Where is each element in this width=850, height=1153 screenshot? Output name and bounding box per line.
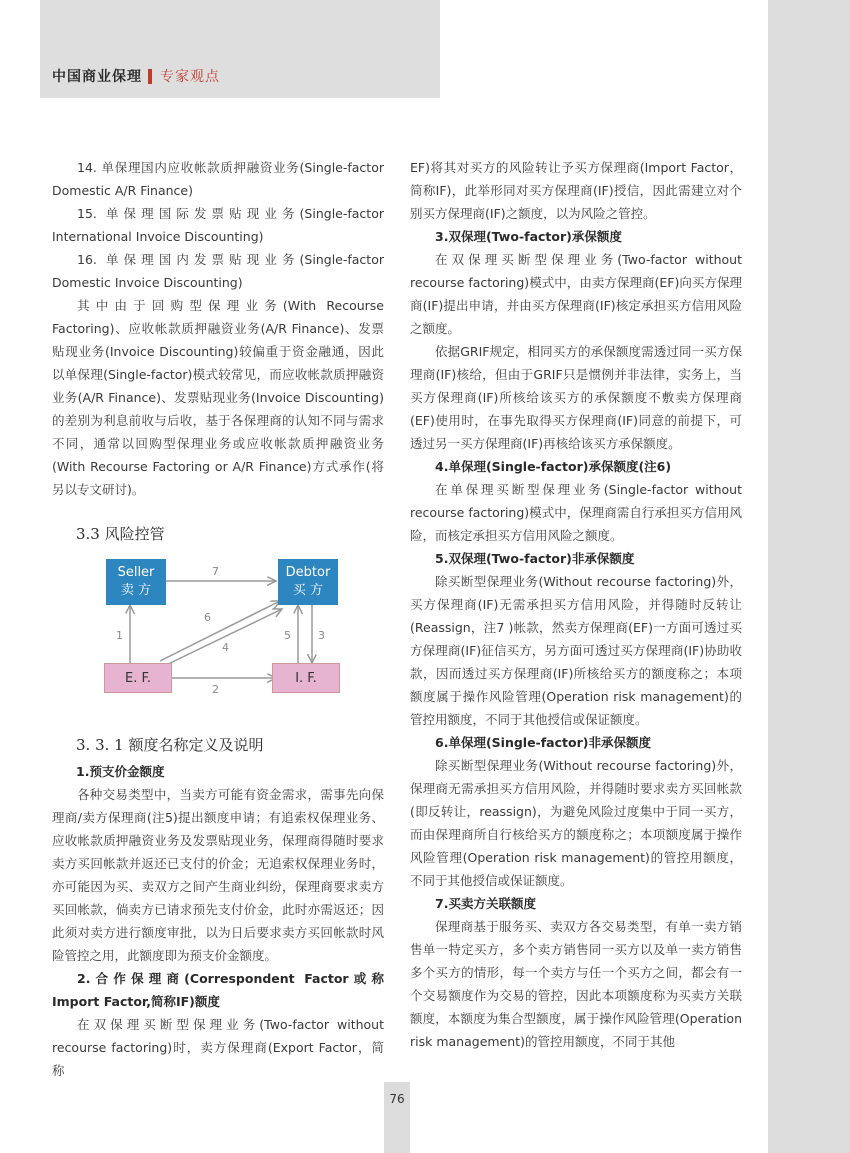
left-column-top xyxy=(52,156,384,501)
journal-title: 中国商业保理 xyxy=(52,69,142,85)
arrow-label-7: 7 xyxy=(212,565,219,578)
arrow-label-2: 2 xyxy=(212,683,219,696)
paragraph: 在双保理买断型保理业务(Two-factor without recourse factoring)时，卖方保理商(Export Factor，简称 xyxy=(52,1017,384,1078)
arrow-label-4: 4 xyxy=(222,641,229,654)
item-heading: 1.预支价金额度 xyxy=(76,764,165,779)
paragraph: 依据GRIF规定，相同买方的承保额度需透过同一买方保理商(IF)核给，但由于GRIF只是惯例并非法律，实务上，当买方保理商(IF)所核给该买方的承保额度不敷卖方保理商(EF)使用时，在事先取得买方保理商(IF)同意的前提下，可透过另一买方保理商(IF)再核给该买方承保额度。 xyxy=(410,344,742,451)
factoring-diagram xyxy=(100,553,340,703)
paragraph: 各种交易类型中，当卖方可能有资金需求，需事先向保理商/卖方保理商(注5)提出额度申请；有追索权保理业务、应收帐款质押融资业务及发票贴现业务，保理商得随时要求卖方买回帐款并返还已支付的价金；无追索权保理业务时，亦可能因为买、卖双方之间产生商业纠纷，保理商要求卖方买回帐款，倘卖方已请求预先支付价金，此时亦需返还；因此须对卖方进行额度审批，以为日后要求卖方买回帐款时风险管控之用，此额度即为预支价金额度。 xyxy=(52,787,384,963)
page-number: 76 xyxy=(389,1092,405,1106)
list-item: 16. 单保理国内发票贴现业务(Single-factor Domestic Invoice Discounting) xyxy=(52,252,384,290)
debtor-label-zh: 买 方 xyxy=(292,583,324,598)
arrow-label-5: 5 xyxy=(284,629,291,642)
debtor-node xyxy=(278,559,338,605)
arrow-label-3: 3 xyxy=(318,629,325,642)
item-heading: 5.双保理(Two-factor)非承保额度 xyxy=(435,551,635,566)
paragraph: 保理商基于服务买、卖双方各交易类型，有单一卖方销售单一特定买方，多个卖方销售同一买方以及单一卖方销售多个买方的情形，每一个卖方与任一个买方之间，都会有一个交易额度作为交易的管控，因此本项额度称为买卖方关联额度，本额度为集合型额度，属于操作风险管理(Operation risk management)的管控用额度，不同于其他 xyxy=(410,919,742,1049)
ef-node: E. F. xyxy=(104,663,172,693)
paragraph: 除买断型保理业务(Without recourse factoring)外，保理商无需承担买方信用风险，并得随时要求卖方买回帐款(即反转让，reassign)，为避免风险过度集中于同一买方，而由保理商所自行核给买方的额度称之；本项额度属于操作风险管理(Operation risk management)的管控用额度，不同于其他授信或保证额度。 xyxy=(410,758,742,888)
item-heading: 2.合作保理商(Correspondent Factor或称Import Factor,简称IF)额度 xyxy=(52,971,384,1009)
journal-column: 专家观点 xyxy=(160,69,220,85)
subsection-title: 3. 3. 1 额度名称定义及说明 xyxy=(76,736,264,754)
item-heading: 6.单保理(Single-factor)非承保额度 xyxy=(435,735,651,750)
page-edge-strip xyxy=(768,0,850,1153)
list-item: 15. 单保理国际发票贴现业务(Single-factor International Invoice Discounting) xyxy=(52,206,384,244)
right-column xyxy=(410,156,742,1053)
item-heading: 7.买卖方关联额度 xyxy=(435,896,536,911)
left-column-bottom xyxy=(52,760,384,1082)
list-item: 14. 单保理国内应收帐款质押融资业务(Single-factor Domestic A/R Finance) xyxy=(52,160,384,198)
journal-header xyxy=(52,66,220,86)
item-heading: 4.单保理(Single-factor)承保额度(注6) xyxy=(435,459,672,474)
header-divider xyxy=(148,69,152,84)
arrow-label-6: 6 xyxy=(204,611,211,624)
arrow-label-1: 1 xyxy=(116,629,123,642)
seller-label-en: Seller xyxy=(117,565,155,580)
section-title: 3.3 风险控管 xyxy=(76,525,165,543)
item-heading: 3.双保理(Two-factor)承保额度 xyxy=(435,229,622,244)
paragraph: 在双保理买断型保理业务(Two-factor without recourse factoring)模式中，由卖方保理商(EF)向买方保理商(IF)提出申请，并由买方保理商(IF)核定承担买方信用风险之额度。 xyxy=(410,252,742,336)
if-node: I. F. xyxy=(272,663,340,693)
seller-node xyxy=(106,559,166,605)
seller-label-zh: 卖 方 xyxy=(120,583,152,598)
paragraph: EF)将其对买方的风险转让予买方保理商(Import Factor，简称IF)，此举形同对买方保理商(IF)授信，因此需建立对个别买方保理商(IF)之额度，以为风险之管控。 xyxy=(410,160,742,221)
paragraph: 除买断型保理业务(Without recourse factoring)外，买方保理商(IF)无需承担买方信用风险，并得随时反转让(Reassign，注7 )帐款，然卖方保理商(EF)一方面可透过买方保理商(IF)征信买方，另方面可透过买方保理商(IF)协助收款，因而透过买方保理商(IF)所核给买方的额度称之；本项额度属于操作风险管理(Operation risk management)的管控用额度，不同于其他授信或保证额度。 xyxy=(410,574,742,727)
paragraph: 在单保理买断型保理业务(Single-factor without recourse factoring)模式中，保理商需自行承担买方信用风险，而核定承担买方信用风险之额度。 xyxy=(410,482,742,543)
paragraph: 其中由于回购型保理业务(With Recourse Factoring)、应收帐款质押融资业务(A/R Finance)、发票贴现业务(Invoice Discounting)较偏重于资金融通，因此以单保理(Single-factor)模式较常见，而应收帐款质押融资业务(A/R Finance)、发票贴现业务(Invoice Discounting)的差别为利息前收与后收，基于各保理商的认知不同与需求不同，通常以回购型保理业务或应收帐款质押融资业务(With Recourse Factoring or A/R Finance)方式承作(将另以专文研讨)。 xyxy=(52,298,384,497)
debtor-label-en: Debtor xyxy=(285,565,331,580)
